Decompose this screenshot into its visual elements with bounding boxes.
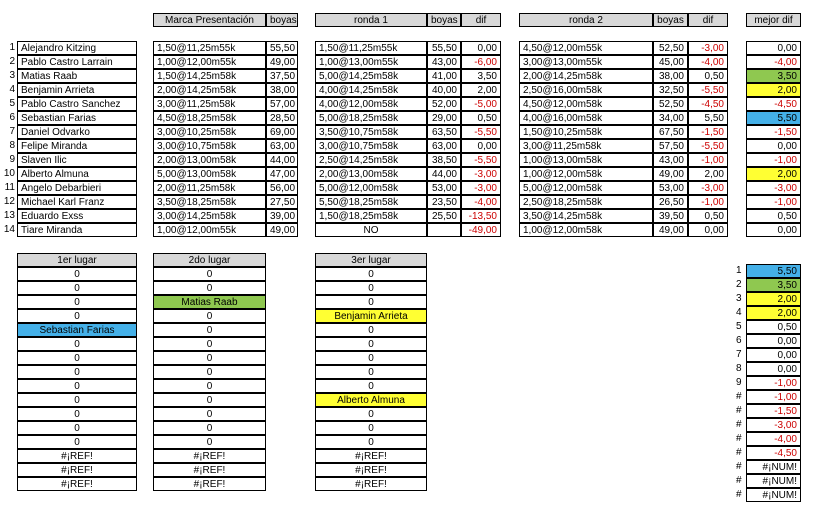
ronda2-cell[interactable]: 2,50@16,00m58k (519, 83, 653, 97)
third-place-cell[interactable]: 0 (315, 323, 427, 337)
marca-cell[interactable]: 2,00@13,00m58k (153, 153, 266, 167)
ranking-value-cell[interactable]: 5,50 (746, 264, 801, 278)
row-number: 9 (9, 154, 15, 165)
row-number: 11 (4, 182, 15, 193)
first-place-cell[interactable]: 0 (17, 379, 137, 393)
second-place-cell[interactable]: 0 (153, 365, 266, 379)
third-place-cell[interactable]: 0 (315, 435, 427, 449)
first-place-cell[interactable]: 0 (17, 365, 137, 379)
header-ronda2[interactable]: ronda 2 (519, 13, 653, 27)
marca-cell[interactable]: 4,50@18,25m58k (153, 111, 266, 125)
ranking-value-cell[interactable]: 2,00 (746, 306, 801, 320)
boyas-ronda2-cell[interactable]: 34,00 (653, 111, 688, 125)
mejor-dif-cell[interactable]: 0,00 (746, 139, 801, 153)
first-place-cell[interactable]: #¡REF! (17, 477, 137, 491)
participant-name[interactable]: Angelo Debarbieri (17, 181, 137, 195)
first-place-cell[interactable]: 0 (17, 267, 137, 281)
dif-ronda1-cell[interactable]: -3,00 (461, 181, 501, 195)
dif-ronda1-cell[interactable]: 0,50 (461, 111, 501, 125)
third-place-cell[interactable]: #¡REF! (315, 463, 427, 477)
third-place-cell[interactable]: #¡REF! (315, 449, 427, 463)
boyas-ronda1-cell[interactable]: 43,00 (427, 55, 461, 69)
ronda2-cell[interactable]: 1,00@12,00m58k (519, 167, 653, 181)
dif-ronda1-cell[interactable]: -5,50 (461, 153, 501, 167)
boyas-ronda1-cell[interactable] (427, 223, 461, 237)
rank-number: # (736, 475, 742, 486)
boyas-marca-cell[interactable]: 63,00 (266, 139, 298, 153)
mejor-dif-cell[interactable]: -4,50 (746, 97, 801, 111)
mejor-dif-cell[interactable]: 0,50 (746, 209, 801, 223)
ranking-value-cell[interactable]: -4,00 (746, 432, 801, 446)
participant-name[interactable]: Slaven Ilic (17, 153, 137, 167)
boyas-marca-cell[interactable]: 28,50 (266, 111, 298, 125)
boyas-ronda1-cell[interactable]: 55,50 (427, 41, 461, 55)
rank-number: 4 (736, 307, 742, 318)
boyas-ronda1-cell[interactable]: 44,00 (427, 167, 461, 181)
rank-number: 5 (736, 321, 742, 332)
dif-ronda2-cell[interactable]: -4,50 (688, 97, 728, 111)
dif-ronda2-cell[interactable]: 2,00 (688, 167, 728, 181)
third-place-cell[interactable]: 0 (315, 281, 427, 295)
marca-cell[interactable]: 1,50@14,25m58k (153, 69, 266, 83)
ranking-value-cell[interactable]: 0,00 (746, 348, 801, 362)
ronda2-cell[interactable]: 4,50@12,00m55k (519, 41, 653, 55)
ranking-value-cell[interactable]: 0,00 (746, 334, 801, 348)
ranking-value-cell[interactable]: -1,00 (746, 376, 801, 390)
dif-ronda1-cell[interactable]: 2,00 (461, 83, 501, 97)
boyas-ronda2-cell[interactable]: 52,50 (653, 41, 688, 55)
ronda1-cell[interactable]: 2,50@14,25m58k (315, 153, 427, 167)
second-place-cell[interactable]: #¡REF! (153, 463, 266, 477)
header-boyas-marca[interactable]: boyas (266, 13, 298, 27)
ranking-value-cell[interactable]: -1,00 (746, 390, 801, 404)
third-place-cell[interactable]: 0 (315, 421, 427, 435)
third-place-cell[interactable]: 0 (315, 379, 427, 393)
mejor-dif-cell[interactable]: -3,00 (746, 181, 801, 195)
boyas-ronda2-cell[interactable]: 49,00 (653, 223, 688, 237)
third-place-cell[interactable]: 0 (315, 351, 427, 365)
boyas-ronda2-cell[interactable]: 53,00 (653, 181, 688, 195)
marca-cell[interactable]: 1,00@12,00m55k (153, 55, 266, 69)
row-number: 1 (9, 42, 15, 53)
dif-ronda1-cell[interactable]: -6,00 (461, 55, 501, 69)
row-number: 10 (3, 168, 15, 179)
second-place-cell[interactable]: 0 (153, 351, 266, 365)
first-place-cell[interactable]: 0 (17, 421, 137, 435)
dif-ronda2-cell[interactable]: 0,00 (688, 223, 728, 237)
mejor-dif-cell[interactable]: 0,00 (746, 41, 801, 55)
header-ronda1[interactable]: ronda 1 (315, 13, 427, 27)
ranking-value-cell[interactable]: 2,00 (746, 292, 801, 306)
dif-ronda1-cell[interactable]: -13,50 (461, 209, 501, 223)
header-dif-ronda2[interactable]: dif (688, 13, 728, 27)
marca-cell[interactable]: 2,00@11,25m58k (153, 181, 266, 195)
ronda1-cell[interactable]: 4,00@14,25m58k (315, 83, 427, 97)
second-place-cell[interactable]: 0 (153, 393, 266, 407)
second-place-cell[interactable]: 0 (153, 323, 266, 337)
boyas-marca-cell[interactable]: 38,00 (266, 83, 298, 97)
ronda1-cell[interactable]: NO (315, 223, 427, 237)
boyas-ronda2-cell[interactable]: 43,00 (653, 153, 688, 167)
boyas-marca-cell[interactable]: 49,00 (266, 55, 298, 69)
header-boyas-ronda2[interactable]: boyas (653, 13, 688, 27)
ranking-value-cell[interactable]: #¡NUM! (746, 488, 801, 502)
boyas-ronda1-cell[interactable]: 63,00 (427, 139, 461, 153)
rank-number: 7 (736, 349, 742, 360)
dif-ronda1-cell[interactable]: -4,00 (461, 195, 501, 209)
ronda2-cell[interactable]: 1,00@13,00m58k (519, 153, 653, 167)
ronda2-cell[interactable]: 4,00@16,00m58k (519, 111, 653, 125)
first-place-cell[interactable]: 0 (17, 393, 137, 407)
ronda1-cell[interactable]: 4,00@12,00m58k (315, 97, 427, 111)
boyas-ronda2-cell[interactable]: 49,00 (653, 167, 688, 181)
row-number: 12 (3, 196, 15, 207)
dif-ronda2-cell[interactable]: -4,00 (688, 55, 728, 69)
header-third-place[interactable]: 3er lugar (315, 253, 427, 267)
participant-name[interactable]: Felipe Miranda (17, 139, 137, 153)
third-place-cell[interactable]: #¡REF! (315, 477, 427, 491)
second-place-cell[interactable]: 0 (153, 407, 266, 421)
dif-ronda2-cell[interactable]: -3,00 (688, 41, 728, 55)
boyas-marca-cell[interactable]: 49,00 (266, 223, 298, 237)
dif-ronda1-cell[interactable]: 0,00 (461, 139, 501, 153)
dif-ronda2-cell[interactable]: -1,50 (688, 125, 728, 139)
boyas-marca-cell[interactable]: 47,00 (266, 167, 298, 181)
ronda1-cell[interactable]: 5,00@14,25m58k (315, 69, 427, 83)
boyas-ronda2-cell[interactable]: 39,50 (653, 209, 688, 223)
row-number: 3 (9, 70, 15, 81)
rank-number: 3 (736, 293, 742, 304)
ranking-value-cell[interactable]: 0,00 (746, 362, 801, 376)
participant-name[interactable]: Pablo Castro Sanchez (17, 97, 137, 111)
first-place-cell[interactable]: 0 (17, 435, 137, 449)
dif-ronda1-cell[interactable]: 3,50 (461, 69, 501, 83)
header-marca[interactable]: Marca Presentación (153, 13, 266, 27)
boyas-marca-cell[interactable]: 44,00 (266, 153, 298, 167)
ronda2-cell[interactable]: 3,00@11,25m58k (519, 139, 653, 153)
first-place-cell[interactable]: 0 (17, 309, 137, 323)
participant-name[interactable]: Michael Karl Franz (17, 195, 137, 209)
rank-number: # (736, 447, 742, 458)
row-number: 14 (3, 224, 15, 235)
mejor-dif-cell[interactable]: -1,00 (746, 195, 801, 209)
boyas-marca-cell[interactable]: 37,50 (266, 69, 298, 83)
ronda1-cell[interactable]: 1,50@11,25m55k (315, 41, 427, 55)
header-dif-ronda1[interactable]: dif (461, 13, 501, 27)
participant-name[interactable]: Pablo Castro Larrain (17, 55, 137, 69)
first-place-cell[interactable]: #¡REF! (17, 463, 137, 477)
rank-number: 2 (736, 279, 742, 290)
boyas-ronda1-cell[interactable]: 23,50 (427, 195, 461, 209)
boyas-ronda2-cell[interactable]: 32,50 (653, 83, 688, 97)
rank-number: 1 (736, 265, 742, 276)
ronda2-cell[interactable]: 4,50@12,00m58k (519, 97, 653, 111)
boyas-ronda2-cell[interactable]: 38,00 (653, 69, 688, 83)
ronda1-cell[interactable]: 5,50@18,25m58k (315, 195, 427, 209)
first-place-cell[interactable]: 0 (17, 407, 137, 421)
ronda1-cell[interactable]: 1,00@13,00m55k (315, 55, 427, 69)
boyas-ronda1-cell[interactable]: 53,00 (427, 181, 461, 195)
boyas-ronda2-cell[interactable]: 26,50 (653, 195, 688, 209)
header-boyas-ronda1[interactable]: boyas (427, 13, 461, 27)
dif-ronda2-cell[interactable]: -1,00 (688, 195, 728, 209)
boyas-ronda1-cell[interactable]: 41,00 (427, 69, 461, 83)
boyas-ronda1-cell[interactable]: 52,00 (427, 97, 461, 111)
first-place-cell[interactable]: 0 (17, 337, 137, 351)
boyas-marca-cell[interactable]: 39,00 (266, 209, 298, 223)
ronda2-cell[interactable]: 5,00@12,00m58k (519, 181, 653, 195)
second-place-cell[interactable]: 0 (153, 309, 266, 323)
header-mejor-dif[interactable]: mejor dif (746, 13, 801, 27)
second-place-cell[interactable]: 0 (153, 281, 266, 295)
ronda1-cell[interactable]: 3,50@10,75m58k (315, 125, 427, 139)
first-place-cell[interactable]: 0 (17, 295, 137, 309)
marca-cell[interactable]: 1,00@12,00m55k (153, 223, 266, 237)
third-place-cell[interactable]: 0 (315, 337, 427, 351)
ranking-value-cell[interactable]: -1,50 (746, 404, 801, 418)
dif-ronda2-cell[interactable]: -1,00 (688, 153, 728, 167)
row-number: 6 (9, 112, 15, 123)
boyas-marca-cell[interactable]: 69,00 (266, 125, 298, 139)
row-number: 8 (9, 140, 15, 151)
rank-number: # (736, 433, 742, 444)
second-place-cell[interactable]: 0 (153, 421, 266, 435)
boyas-ronda2-cell[interactable]: 45,00 (653, 55, 688, 69)
dif-ronda2-cell[interactable]: 0,50 (688, 209, 728, 223)
participant-name[interactable]: Alberto Almuna (17, 167, 137, 181)
mejor-dif-cell[interactable]: -1,50 (746, 125, 801, 139)
mejor-dif-cell[interactable]: 2,00 (746, 83, 801, 97)
second-place-cell[interactable]: 0 (153, 267, 266, 281)
ronda2-cell[interactable]: 1,00@12,00m58k (519, 223, 653, 237)
second-place-cell[interactable]: 0 (153, 379, 266, 393)
marca-cell[interactable]: 1,50@11,25m55k (153, 41, 266, 55)
ronda1-cell[interactable]: 2,00@13,00m58k (315, 167, 427, 181)
third-place-cell[interactable]: Alberto Almuna (315, 393, 427, 407)
rank-number: 8 (736, 363, 742, 374)
dif-ronda2-cell[interactable]: 5,50 (688, 111, 728, 125)
rank-number: # (736, 489, 742, 500)
ranking-value-cell[interactable]: -4,50 (746, 446, 801, 460)
ronda2-cell[interactable]: 2,50@18,25m58k (519, 195, 653, 209)
mejor-dif-cell[interactable]: 2,00 (746, 167, 801, 181)
row-number: 2 (9, 56, 15, 67)
third-place-cell[interactable]: 0 (315, 407, 427, 421)
ronda2-cell[interactable]: 1,50@10,25m58k (519, 125, 653, 139)
ronda1-cell[interactable]: 3,00@10,75m58k (315, 139, 427, 153)
header-second-place[interactable]: 2do lugar (153, 253, 266, 267)
rank-number: 9 (736, 377, 742, 388)
row-number: 4 (9, 84, 15, 95)
ronda2-cell[interactable]: 3,00@13,00m55k (519, 55, 653, 69)
third-place-cell[interactable]: 0 (315, 267, 427, 281)
participant-name[interactable]: Benjamin Arrieta (17, 83, 137, 97)
third-place-cell[interactable]: 0 (315, 295, 427, 309)
second-place-cell[interactable]: 0 (153, 337, 266, 351)
dif-ronda1-cell[interactable]: -49,00 (461, 223, 501, 237)
ronda2-cell[interactable]: 3,50@14,25m58k (519, 209, 653, 223)
ronda1-cell[interactable]: 5,00@18,25m58k (315, 111, 427, 125)
boyas-marca-cell[interactable]: 27,50 (266, 195, 298, 209)
rank-number: 6 (736, 335, 742, 346)
boyas-marca-cell[interactable]: 55,50 (266, 41, 298, 55)
mejor-dif-cell[interactable]: -4,00 (746, 55, 801, 69)
rank-number: # (736, 461, 742, 472)
boyas-ronda2-cell[interactable]: 67,50 (653, 125, 688, 139)
first-place-cell[interactable]: #¡REF! (17, 449, 137, 463)
row-number: 5 (9, 98, 15, 109)
dif-ronda2-cell[interactable]: -3,00 (688, 181, 728, 195)
boyas-ronda2-cell[interactable]: 57,50 (653, 139, 688, 153)
ranking-value-cell[interactable]: #¡NUM! (746, 460, 801, 474)
ranking-value-cell[interactable]: 3,50 (746, 278, 801, 292)
ronda1-cell[interactable]: 1,50@18,25m58k (315, 209, 427, 223)
rank-number: # (736, 419, 742, 430)
second-place-cell[interactable]: Matias Raab (153, 295, 266, 309)
second-place-cell[interactable]: #¡REF! (153, 477, 266, 491)
boyas-marca-cell[interactable]: 57,00 (266, 97, 298, 111)
dif-ronda2-cell[interactable]: 0,50 (688, 69, 728, 83)
marca-cell[interactable]: 3,00@10,25m58k (153, 125, 266, 139)
dif-ronda1-cell[interactable]: -5,00 (461, 97, 501, 111)
participant-name[interactable]: Alejandro Kitzing (17, 41, 137, 55)
ranking-value-cell[interactable]: #¡NUM! (746, 474, 801, 488)
boyas-ronda1-cell[interactable]: 38,50 (427, 153, 461, 167)
boyas-ronda1-cell[interactable]: 29,00 (427, 111, 461, 125)
marca-cell[interactable]: 3,00@14,25m58k (153, 209, 266, 223)
marca-cell[interactable]: 2,00@14,25m58k (153, 83, 266, 97)
participant-name[interactable]: Eduardo Exss (17, 209, 137, 223)
ranking-value-cell[interactable]: 0,50 (746, 320, 801, 334)
mejor-dif-cell[interactable]: 5,50 (746, 111, 801, 125)
dif-ronda2-cell[interactable]: -5,50 (688, 139, 728, 153)
marca-cell[interactable]: 5,00@13,00m58k (153, 167, 266, 181)
row-number: 7 (9, 126, 15, 137)
marca-cell[interactable]: 3,50@18,25m58k (153, 195, 266, 209)
boyas-ronda2-cell[interactable]: 52,50 (653, 97, 688, 111)
mejor-dif-cell[interactable]: 0,00 (746, 223, 801, 237)
dif-ronda1-cell[interactable]: -5,50 (461, 125, 501, 139)
marca-cell[interactable]: 3,00@11,25m58k (153, 97, 266, 111)
second-place-cell[interactable]: #¡REF! (153, 449, 266, 463)
first-place-cell[interactable]: Sebastian Farias (17, 323, 137, 337)
boyas-ronda1-cell[interactable]: 25,50 (427, 209, 461, 223)
boyas-ronda1-cell[interactable]: 40,00 (427, 83, 461, 97)
dif-ronda1-cell[interactable]: 0,00 (461, 41, 501, 55)
participant-name[interactable]: Daniel Odvarko (17, 125, 137, 139)
participant-name[interactable]: Tiare Miranda (17, 223, 137, 237)
row-number: 13 (3, 210, 15, 221)
third-place-cell[interactable]: 0 (315, 365, 427, 379)
ronda2-cell[interactable]: 2,00@14,25m58k (519, 69, 653, 83)
first-place-cell[interactable]: 0 (17, 281, 137, 295)
boyas-ronda1-cell[interactable]: 63,50 (427, 125, 461, 139)
mejor-dif-cell[interactable]: 3,50 (746, 69, 801, 83)
rank-number: # (736, 405, 742, 416)
ronda1-cell[interactable]: 5,00@12,00m58k (315, 181, 427, 195)
ranking-value-cell[interactable]: -3,00 (746, 418, 801, 432)
marca-cell[interactable]: 3,00@10,75m58k (153, 139, 266, 153)
third-place-cell[interactable]: Benjamin Arrieta (315, 309, 427, 323)
boyas-marca-cell[interactable]: 56,00 (266, 181, 298, 195)
participant-name[interactable]: Sebastian Farias (17, 111, 137, 125)
participant-name[interactable]: Matias Raab (17, 69, 137, 83)
second-place-cell[interactable]: 0 (153, 435, 266, 449)
first-place-cell[interactable]: 0 (17, 351, 137, 365)
dif-ronda2-cell[interactable]: -5,50 (688, 83, 728, 97)
rank-number: # (736, 391, 742, 402)
dif-ronda1-cell[interactable]: -3,00 (461, 167, 501, 181)
header-first-place[interactable]: 1er lugar (17, 253, 137, 267)
mejor-dif-cell[interactable]: -1,00 (746, 153, 801, 167)
